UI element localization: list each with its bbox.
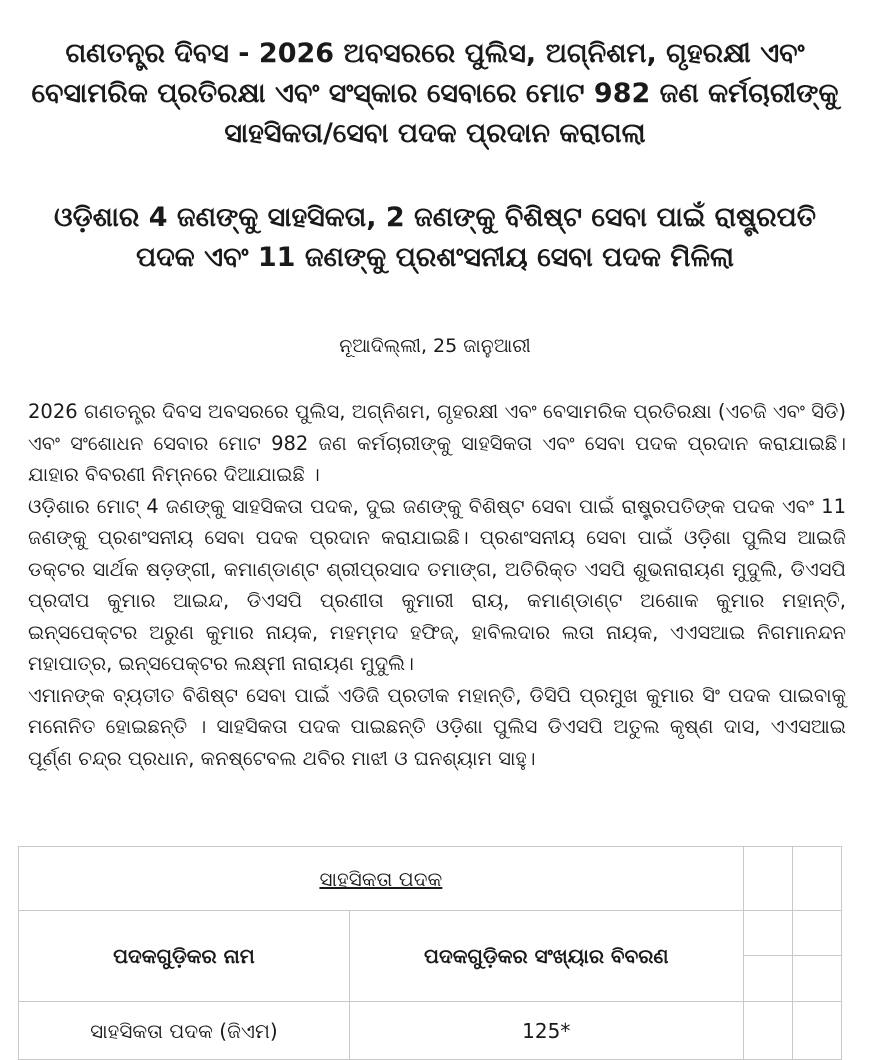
table-title-row bbox=[19, 847, 842, 911]
medal-name-cell: ସାହସିକତା ପଦକ (ଜିଏମ) bbox=[19, 1002, 350, 1060]
table-row bbox=[19, 1002, 842, 1060]
medal-table bbox=[18, 846, 842, 1060]
medal-count-cell: 125* bbox=[349, 1002, 743, 1060]
empty-cell bbox=[792, 847, 841, 911]
empty-cell bbox=[792, 1002, 841, 1060]
paragraph: ଏମାନଙ୍କ ବ୍ୟତୀତ ବିଶିଷ୍ଟ ସେବା ପାଇଁ ଏଡିଜି ପ୍ରତୀକ ମହାନ୍ତି, ଡିସିପି ପ୍ରମୁଖ କୁମାର ସିଂ ପଦକ ପାଇବାକୁ ମନୋନିତ ହୋଇଛନ୍ତି । ସାହସିକତା ପଦକ ପାଇଛନ୍ତି ଓଡ଼ିଶା ପୁଲିସ ଡିଏସପି ଅତୁଲ କୃଷ୍ଣ ଦାସ, ଏଏସଆଇ ପୂର୍ଣ୍ଣ ଚନ୍ଦ୍ର ପ୍ରଧାନ, କନଷ୍ଟେବଲ ଥବିର ମାଝୀ ଓ ଘନଶ୍ୟାମ ସାହୁ। bbox=[28, 683, 846, 770]
empty-cell bbox=[743, 847, 792, 911]
article-body bbox=[28, 396, 846, 774]
paragraph: ଓଡ଼ିଶାର ମୋଟ୍ 4 ଜଣଙ୍କୁ ସାହସିକତା ପଦକ, ଦୁଇ ଜଣଙ୍କୁ ବିଶିଷ୍ଟ ସେବା ପାଇଁ ରାଷ୍ଟ୍ରପତିଙ୍କ ପଦକ ଏବଂ 11 ଜଣଙ୍କୁ ପ୍ରଶଂସନୀୟ ସେବା ପଦକ ପ୍ରଦାନ କରାଯାଇଛି। ପ୍ରଶଂସନୀୟ ସେବା ପାଇଁ ଓଡ଼ିଶା ପୁଲିସ ଆଇଜି ଡକ୍ଟର ସାର୍ଥକ ଷଡ଼ଙ୍ଗୀ, କମାଣ୍ଡାଣ୍ଟ ଶ୍ରୀପ୍ରସାଦ ତମାଙ୍ଗ, ଅତିରିକ୍ତ ଏସପି ଶୁଭନାରାୟଣ ମୁଦୁଲି, ଡିଏସପି ପ୍ରଦୀପ କୁମାର ଆଇନ୍ଦ, ଡିଏସପି ପ୍ରଣୀତା କୁମାରୀ ରାୟ, କମାଣ୍ଡାଣ୍ଟ ଅଶୋକ କୁମାର ମହାନ୍ତି, ଇନ୍ସପେକ୍ଟର ଅରୁଣ କୁମାର ନାୟକ, ମହମ୍ମଦ ହଫିଜ୍, ହାବିଲଦାର ଲତା ନାୟକ, ଏଏସଆଇ ନିଗମାନନ୍ଦନ ମହାପାତ୍ର, ଇନ୍ସପେକ୍ଟର ଲକ୍ଷ୍ମୀ ନାରାୟଣ ମୁଦୁଲି। bbox=[28, 494, 846, 675]
empty-cell bbox=[792, 911, 841, 1002]
table-title-cell bbox=[19, 847, 744, 911]
column-header-count: ପଦକଗୁଡ଼ିକର ସଂଖ୍ୟାର ବିବରଣ bbox=[349, 911, 743, 1002]
empty-cell bbox=[743, 1002, 792, 1060]
headline: ଗଣତନ୍ତ୍ର ଦିବସ - 2026 ଅବସରରେ ପୁଲିସ, ଅଗ୍ନିଶମ, ଗୃହରକ୍ଷୀ ଏବଂ ବେସାମରିକ ପ୍ରତିରକ୍ଷା ଏବଂ ସଂସ୍କାର ସେବାରେ ମୋଟ 982 ଜଣ କର୍ମଚାରୀଙ୍କୁ ସାହସିକତା/ସେବା ପଦକ ପ୍ରଦାନ କରାଗଲା bbox=[31, 38, 839, 149]
column-header-name: ପଦକଗୁଡ଼ିକର ନାମ bbox=[19, 911, 350, 1002]
subheadline: ଓଡ଼ିଶାର 4 ଜଣଙ୍କୁ ସାହସିକତା, 2 ଜଣଙ୍କୁ ବିଶିଷ୍ଟ ସେବା ପାଇଁ ରାଷ୍ଟ୍ରପତି ପଦକ ଏବଂ 11 ଜଣଙ୍କୁ ପ୍ରଶଂସନୀୟ ସେବା ପଦକ ମିଳିଲା bbox=[54, 202, 816, 273]
paragraph: 2026 ଗଣତନ୍ତ୍ର ଦିବସ ଅବସରରେ ପୁଲିସ, ଅଗ୍ନିଶମ, ଗୃହରକ୍ଷୀ ଏବଂ ବେସାମରିକ ପ୍ରତିରକ୍ଷା (ଏଚଜି ଏବଂ ସିଡି) ଏବଂ ସଂଶୋଧନ ସେବାର ମୋଟ 982 ଜଣ କର୍ମଚାରୀଙ୍କୁ ସାହସିକତା ଏବଂ ସେବା ପଦକ ପ୍ରଦାନ କରାଯାଇଛି। ଯାହାର ବିବରଣୀ ନିମ୍ନରେ ଦିଆଯାଇଛି । bbox=[28, 400, 846, 486]
table-title: ସାହସିକତା ପଦକ bbox=[319, 866, 443, 891]
dateline: ନୂଆଦିଲ୍ଲୀ, 25 ଜାନୁଆରୀ bbox=[339, 335, 531, 357]
table-header-row bbox=[19, 911, 842, 1002]
empty-cell bbox=[743, 911, 792, 1002]
